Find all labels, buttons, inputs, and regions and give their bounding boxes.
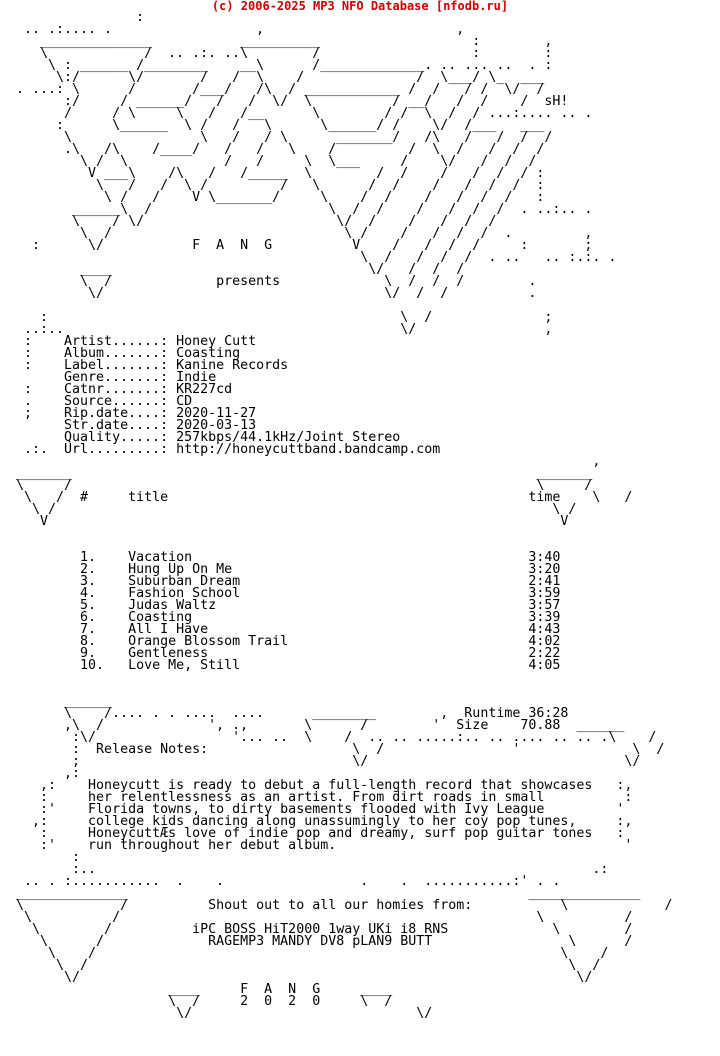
- info-row-catnr: : Catnr.......: KR227cd: [16, 382, 233, 397]
- info-row-album: : Album.......: Coasting: [16, 346, 241, 361]
- notes-line: ,: college kids dancing along unassumingly to her coy pop tunes, :,: [16, 814, 633, 829]
- track-row: 8. Orange Blossom Trail 4:02: [16, 634, 561, 649]
- info-row-artist: : Artist......: Honey Cutt: [16, 334, 257, 349]
- logo-art-line: ______\ / \ / / / / / / . ..:.. .: [16, 202, 593, 217]
- info-row-rip_date: ; Rip.date....: 2020-11-27: [16, 406, 257, 421]
- frame-art-line: ______________ ______________: [16, 886, 641, 901]
- blank-line: [16, 684, 672, 696]
- logo-art-line: ______________ __________ : ,: [16, 34, 553, 49]
- info-row-url: .:. Url.........: http://honeycuttband.bandcamp.com: [16, 442, 441, 457]
- frame-art-line: .. . :........... . . . . ...........:' . .: [16, 874, 561, 889]
- notes-line: :' Florida towns, to dirty basements flooded with Ivy League ': [16, 802, 625, 817]
- logo-art-line: : \______ \ / / \ \______/ / \/ /___ ___: [16, 118, 545, 133]
- groups-line: \ / RAGEMP3 MANDY DV8 pLAN9 BUTT \ /: [16, 934, 633, 949]
- info-row-label: : Label.......: Kanine Records: [16, 358, 289, 373]
- logo-art-line: \ / \ / / \ \___ / \/ / / /: [16, 154, 537, 169]
- logo-art-line: V ___\ /\ / /_____ \ / / / / / / :: [16, 166, 545, 181]
- frame-art-line: ,: [16, 454, 601, 469]
- frame-art-line: \ / \ /: [16, 946, 609, 961]
- logo-art-line: :: [16, 10, 145, 25]
- logo-art-line: .. .:.... . , ,: [16, 22, 465, 37]
- info-row-str_date: Str.date....: 2020-03-13: [16, 418, 257, 433]
- frame-art-line: \/ \/: [16, 970, 593, 985]
- frame-art-line: :.. .:: [16, 862, 609, 877]
- track-row: 9. Gentleness 2:22: [16, 646, 561, 661]
- track-row: 7. All I Have 4:43: [16, 622, 561, 637]
- nfo-text: [16, 12, 672, 1020]
- logo-art-line: .\ /\ /____/ / / \ / / \ / / / /: [16, 142, 545, 157]
- track-row: 1. Vacation 3:40: [16, 550, 561, 565]
- logo-art-line: \ / \ / / / / / . ,: [16, 226, 593, 241]
- track-row: 10. Love Me, Still 4:05: [16, 658, 561, 673]
- frame-art-line: ,:: [16, 766, 81, 781]
- track-row: 5. Judas Waltz 3:57: [16, 598, 561, 613]
- logo-art-line: \ : ______ /________ __\ /_____________. .. ... .. . :: [16, 58, 553, 73]
- logo-art-line: \ \ / / \ _______/ /\ / / / /: [16, 130, 553, 145]
- groups-line: \ / iPC BOSS HiT2000 1way UKi i8 RNS \ /: [16, 922, 633, 937]
- frame-art-line: \ / \ /: [16, 958, 601, 973]
- logo-art-line: \/ \/ / / .: [16, 286, 537, 301]
- info-row-source: . Source......: CD: [16, 394, 193, 409]
- blank-line: [16, 672, 672, 684]
- logo-art-line: \ / / / / . .. .. :.:. .: [16, 250, 617, 265]
- frame-art-line: ..:.. \/ ,: [16, 322, 553, 337]
- frame-art-line: V V: [16, 514, 569, 529]
- logo-art-line: : \/ F A N G V / / / / : ;: [16, 238, 593, 253]
- logo-art-line: / / \ \ / /__ \ / / \ / / ...:.... .. .: [16, 106, 593, 121]
- logo-art-line: \ / / \ / / \ / / / / / / :: [16, 178, 545, 193]
- shout-line: \ / Shout out to all our homies from: \ /: [16, 898, 673, 913]
- runtime-row: \ /.... . . .... .... ________ , Runtime 36:28: [16, 706, 569, 721]
- logo-art-line: \:/ \/ / / \ / / \___/ \_ ___: [16, 70, 553, 85]
- track-row: 3. Suburban Dream 2:41: [16, 574, 561, 589]
- logo-art-line: :/ / ______/ / / \/ \ / __/ / / / sH!: [16, 94, 569, 109]
- frame-art-line: \ / \ /: [16, 478, 593, 493]
- frame-art-line: ; \/ \/: [16, 754, 641, 769]
- logo-art-line: ____ \/ / / /: [16, 262, 465, 277]
- frame-art-line: :: [16, 850, 81, 865]
- notes-heading: : Release Notes: \ / ' \ /: [16, 742, 665, 757]
- info-row-genre: Genre.......: Indie: [16, 370, 217, 385]
- track-row: 6. Coasting 3:39: [16, 610, 561, 625]
- notes-line: : her relentlessness as an artist. From dirt roads in small :: [16, 790, 633, 805]
- size-row: ,\ / ', ., \ / ' Size 70.88 ______: [16, 718, 625, 733]
- frame-art-line: ______: [16, 694, 113, 709]
- blank-line: [16, 528, 672, 540]
- sig-line: ____ F A N G ____: [16, 982, 393, 997]
- notes-line: ,: Honeycutt is ready to debut a full-length record that showcases :,: [16, 778, 633, 793]
- logo-art-line: \ / .. .:. ..\ / : :: [16, 46, 553, 61]
- notes-line: :' run throughout her debut album. ': [16, 838, 633, 853]
- frame-art-line: :\/ '... .. \ / .. .. .....:.. .. .... .. .. .\ /: [16, 730, 657, 745]
- frame-art-line: \/ \/: [16, 1006, 433, 1021]
- track-row: 2. Hung Up On Me 3:20: [16, 562, 561, 577]
- info-row-quality: Quality.....: 257kbps/44.1kHz/Joint Stereo: [16, 430, 401, 445]
- frame-art-line: \ / \ /: [16, 502, 577, 517]
- logo-art-line: \ / \/ \/ / / / / /: [16, 214, 497, 229]
- tracklist-header: \ / # title time \ /: [16, 490, 633, 505]
- logo-art-line: \ / presents \ / / / .: [16, 274, 537, 289]
- track-row: 4. Fashion School 3:59: [16, 586, 561, 601]
- nfodb-link[interactable]: (c) 2006-2025 MP3 NFO Database [nfodb.ru]: [211, 0, 509, 13]
- notes-line: : HoneycuttÆs love of indie pop and dreamy, surf pop guitar tones :: [16, 826, 625, 841]
- frame-art-line: \ / \ /: [16, 910, 633, 925]
- logo-art-line: \ / / V \_______/ \ / / / / / / :: [16, 190, 545, 205]
- sig-line: \ / 2 0 2 0 \ /: [16, 994, 393, 1009]
- frame-art-line: : \ / ;: [16, 310, 553, 325]
- logo-art-line: . ...: \ / /___/ /\ / ____________ / / / / \/ /: [16, 82, 545, 97]
- frame-art-line: _______ _______: [16, 466, 593, 481]
